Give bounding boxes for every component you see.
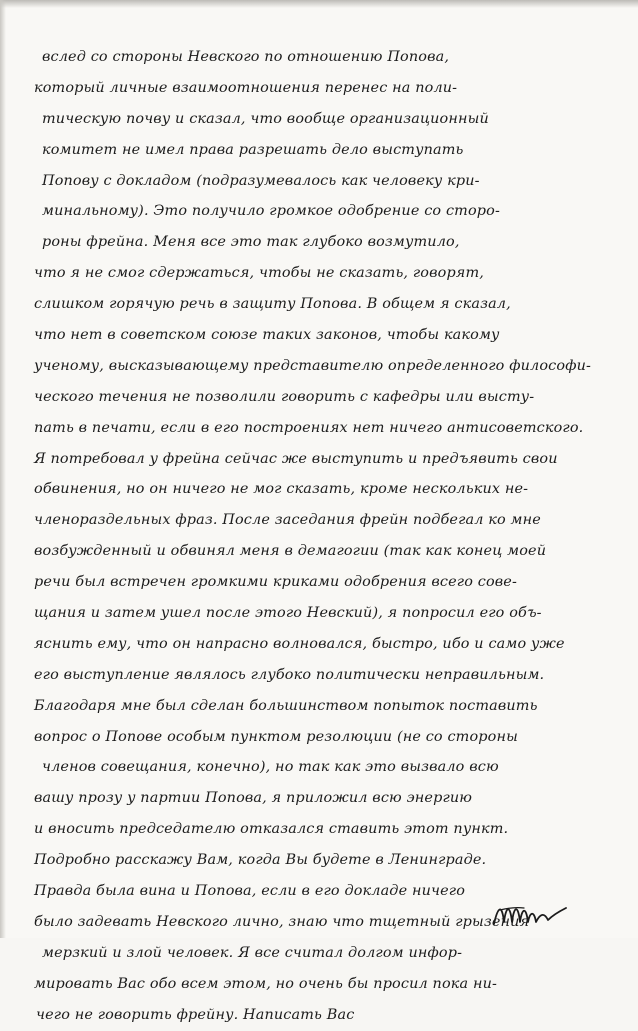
letter-line: членов совещания, конечно), но так как это вызвало всю	[42, 759, 499, 776]
letter-line: что нет в советском союзе таких законов, чтобы какому	[34, 327, 500, 344]
letter-line: яснить ему, что он напрасно волновался, быстро, ибо и само уже	[34, 635, 565, 652]
letter-line: вслед со стороны Невского по отношению Попова,	[42, 49, 450, 65]
letter-line: вашу прозу у партии Попова, я приложил всю энергию	[34, 790, 473, 807]
scan-edge-shadow-top	[0, 0, 638, 8]
letter-line: Я потребовал у фрейна сейчас же выступить и предъявить свои	[34, 450, 558, 467]
scan-edge-shadow-left	[0, 0, 6, 938]
letter-line: речи был встречен громкими криками одобрения всего сове-	[34, 574, 517, 591]
letter-line: было задевать Невского лично, знаю что тщетный грызения	[34, 913, 530, 930]
letter-line: который личные взаимоотношения перенес на поли-	[34, 79, 458, 96]
handwritten-signature	[490, 898, 570, 932]
letter-line: Благодаря мне был сделан большинством попыток поставить	[34, 697, 538, 714]
letter-line: мировать Вас обо всем этом, но очень бы просил пока ни-	[34, 975, 498, 992]
letter-line: его выступление являлось глубоко политически неправильным.	[34, 666, 545, 683]
letter-line: и вносить председателю отказался ставить этот пункт.	[34, 821, 509, 838]
letter-line: Попову с докладом (подразумевалось как человеку кри-	[42, 172, 480, 189]
letter-line: ученому, высказывающему представителю определенного философи-	[34, 357, 592, 374]
letter-line: тическую почву и сказал, что вообще организационный	[42, 110, 489, 127]
letter-line: Правда была вина и Попова, если в его докладе ничего	[34, 883, 466, 900]
letter-line: ческого течения не позволили говорить с кафедры или высту-	[34, 388, 535, 405]
letter-body	[24, 42, 632, 1031]
letter-line: пать в печати, если в его построениях нет ничего антисоветского.	[34, 419, 584, 436]
letter-line: роны фрейна. Меня все это так глубоко возмутило,	[42, 234, 460, 251]
letter-line: комитет не имел права разрешать дело выступать	[42, 141, 464, 158]
letter-line: членораздельных фраз. После заседания фрейн подбегал ко мне	[34, 512, 541, 529]
letter-line: вопрос о Попове особым пунктом резолюции (не со стороны	[34, 728, 518, 745]
letter-line: возбужденный и обвинял меня в демагогии (так как конец моей	[34, 543, 547, 560]
letter-line: минальному). Это получило громкое одобрение со сторо-	[42, 203, 500, 220]
letter-line: чего не говорить фрейну. Написать Вас	[36, 1006, 355, 1023]
letter-line: слишком горячую речь в защиту Попова. В общем я сказал,	[34, 296, 511, 313]
letter-line: Подробно расскажу Вам, когда Вы будете в Ленинграде.	[34, 852, 487, 869]
letter-line: что я не смог сдержаться, чтобы не сказать, говорят,	[34, 265, 485, 282]
letter-line: щания и затем ушел после этого Невский), я попросил его объ-	[34, 605, 542, 622]
letter-line: обвинения, но он ничего не мог сказать, кроме нескольких не-	[34, 481, 529, 498]
letter-line: мерзкий и злой человек. Я все считал долгом инфор-	[42, 944, 463, 961]
